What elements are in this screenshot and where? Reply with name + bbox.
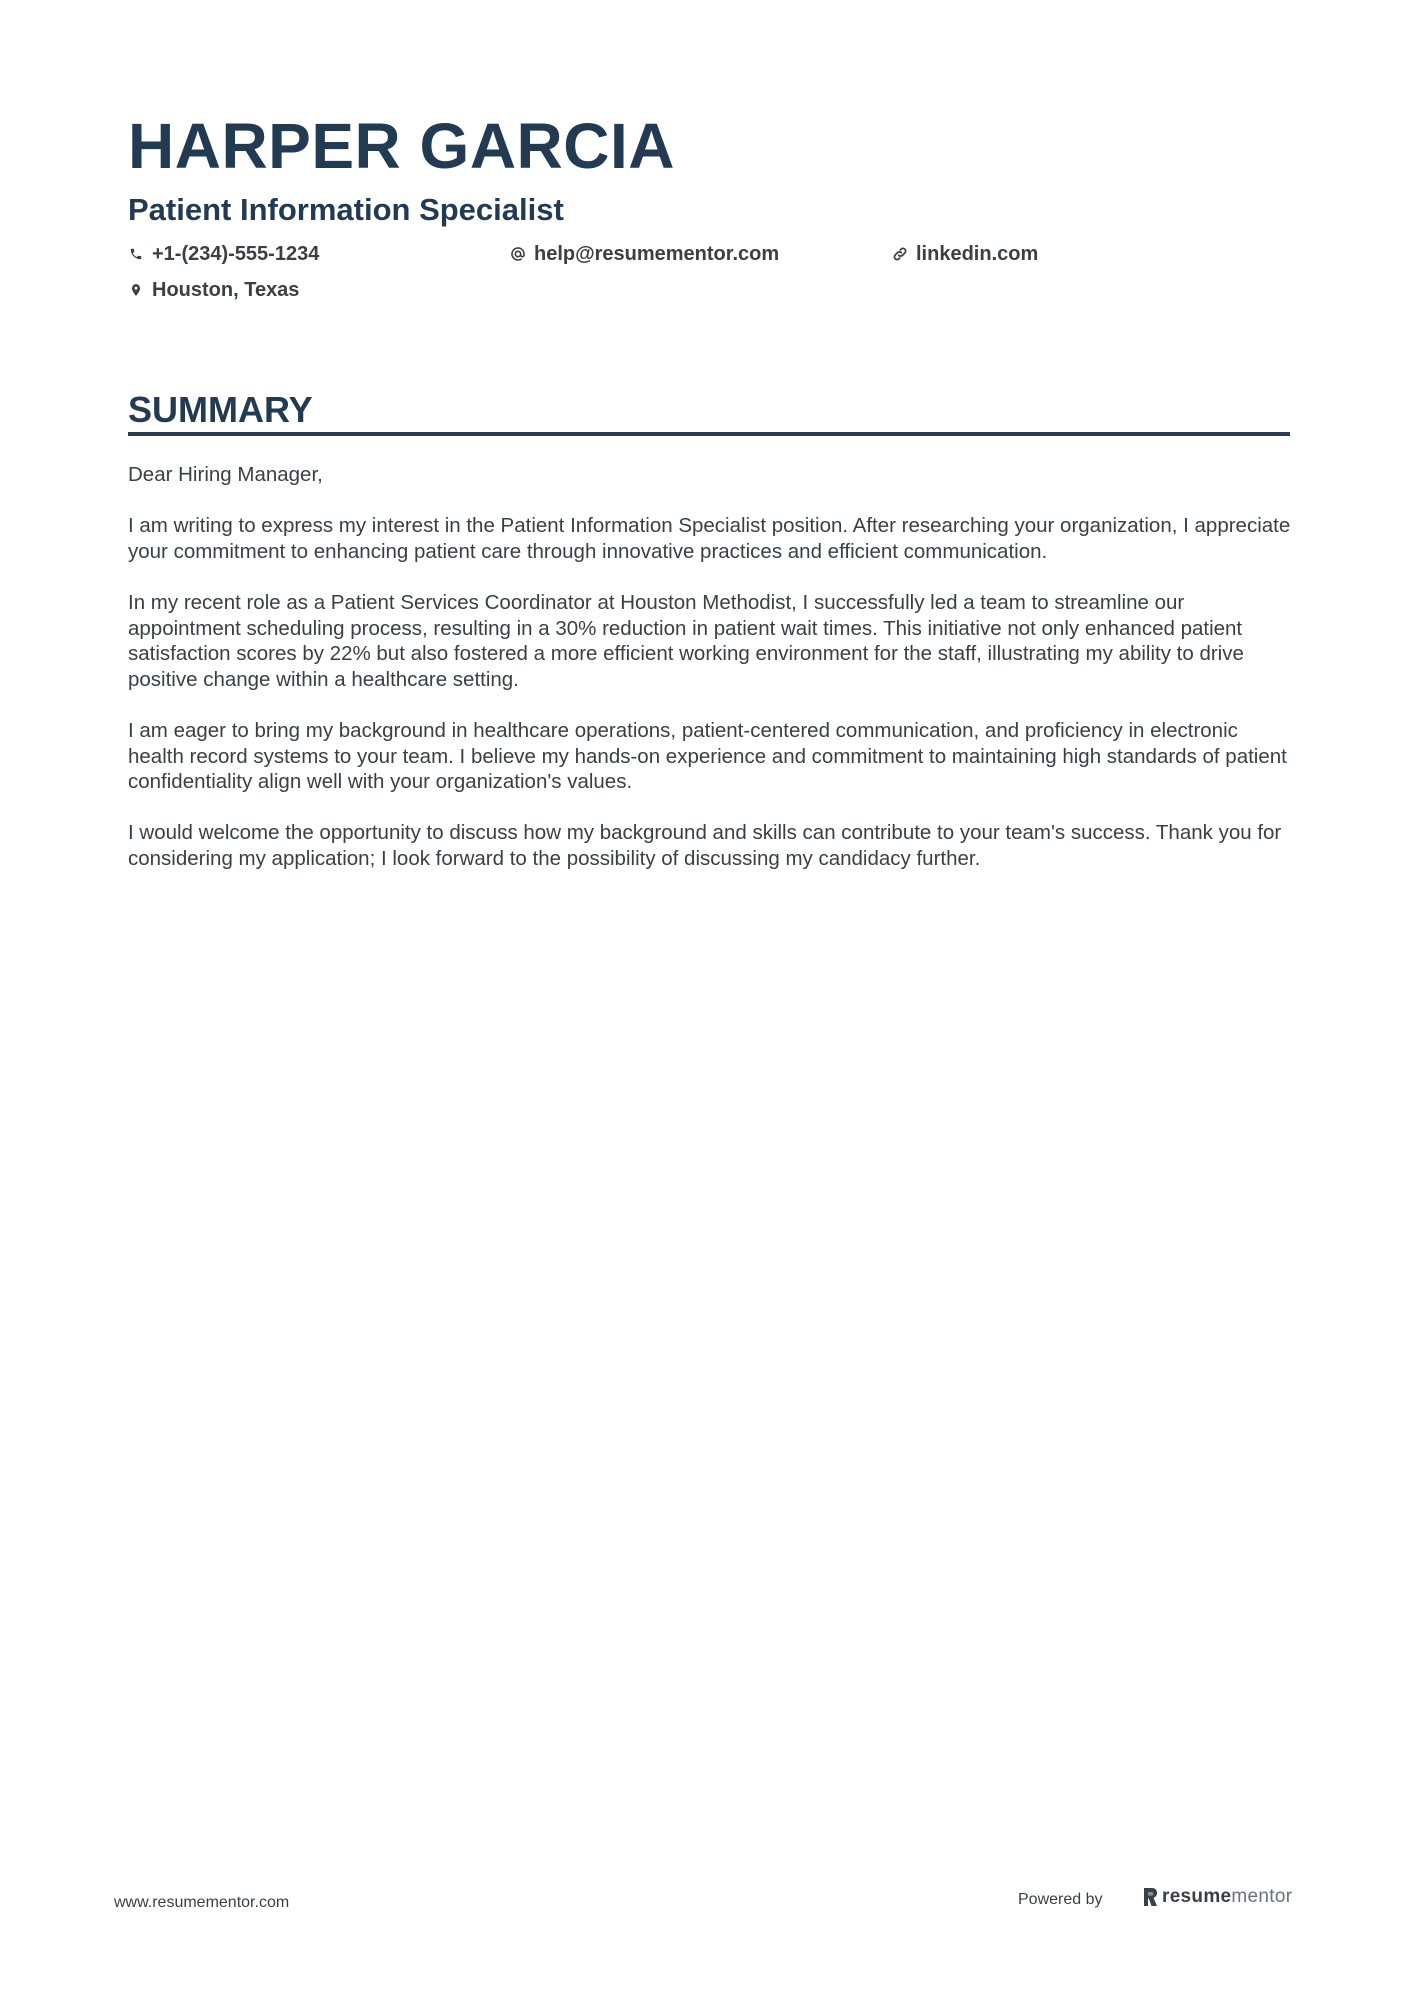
at-icon bbox=[510, 245, 526, 263]
phone-icon bbox=[128, 245, 144, 263]
brand-light: mentor bbox=[1231, 1886, 1293, 1907]
summary-heading: SUMMARY bbox=[128, 389, 313, 430]
map-pin-icon bbox=[128, 281, 144, 299]
letter-paragraph: In my recent role as a Patient Services Coordinator at Houston Methodist, I successfully led a team to streamline our appointment scheduling process, resulting in a 30% reduction in patient wait times. This initiative not only enhanced patient satisfaction scores by 22% but also fostered a more efficient working environment for the staff, illustrating my ability to drive positive change within a healthcare setting. bbox=[128, 590, 1244, 691]
letter-paragraph: I am writing to express my interest in the Patient Information Specialist position. After researching your organization, I appreciate your commitment to enhancing patient care through innovative practices and efficient communication. bbox=[128, 514, 1291, 563]
letter-paragraph: I would welcome the opportunity to discuss how my background and skills can contribute to your team's success. Thank you for considering my application; I look forward to the possibility of discussing my candidacy further. bbox=[128, 821, 1282, 870]
phone-text: +1-(234)-555-1234 bbox=[152, 243, 320, 265]
letter-body bbox=[128, 462, 1298, 897]
contact-location bbox=[128, 276, 299, 304]
resumementor-logo-icon bbox=[1142, 1886, 1158, 1908]
email-text[interactable]: help@resumementor.com bbox=[534, 243, 780, 265]
link-text[interactable]: linkedin.com bbox=[916, 243, 1039, 265]
footer-url[interactable]: www.resumementor.com bbox=[114, 1894, 290, 1911]
contact-email bbox=[510, 240, 779, 268]
brand-bold: resume bbox=[1162, 1886, 1232, 1907]
link-icon bbox=[892, 245, 908, 263]
section-divider bbox=[128, 432, 1290, 436]
candidate-name: HARPER GARCIA bbox=[128, 110, 675, 182]
contact-phone bbox=[128, 240, 319, 268]
contact-link bbox=[892, 240, 1038, 268]
brand-wordmark bbox=[1162, 1886, 1292, 1908]
letter-greeting: Dear Hiring Manager, bbox=[128, 463, 323, 486]
letter-paragraph: I am eager to bring my background in healthcare operations, patient-centered communication, and proficiency in electronic health record systems to your team. I believe my hands-on experience and commitment to maintaining high standards of patient confidentiality align well with your organization's values. bbox=[128, 718, 1287, 794]
brand-logo[interactable] bbox=[1142, 1886, 1292, 1908]
job-title: Patient Information Specialist bbox=[128, 192, 564, 227]
powered-by-label: Powered by bbox=[1018, 1891, 1103, 1908]
location-text: Houston, Texas bbox=[152, 279, 300, 301]
